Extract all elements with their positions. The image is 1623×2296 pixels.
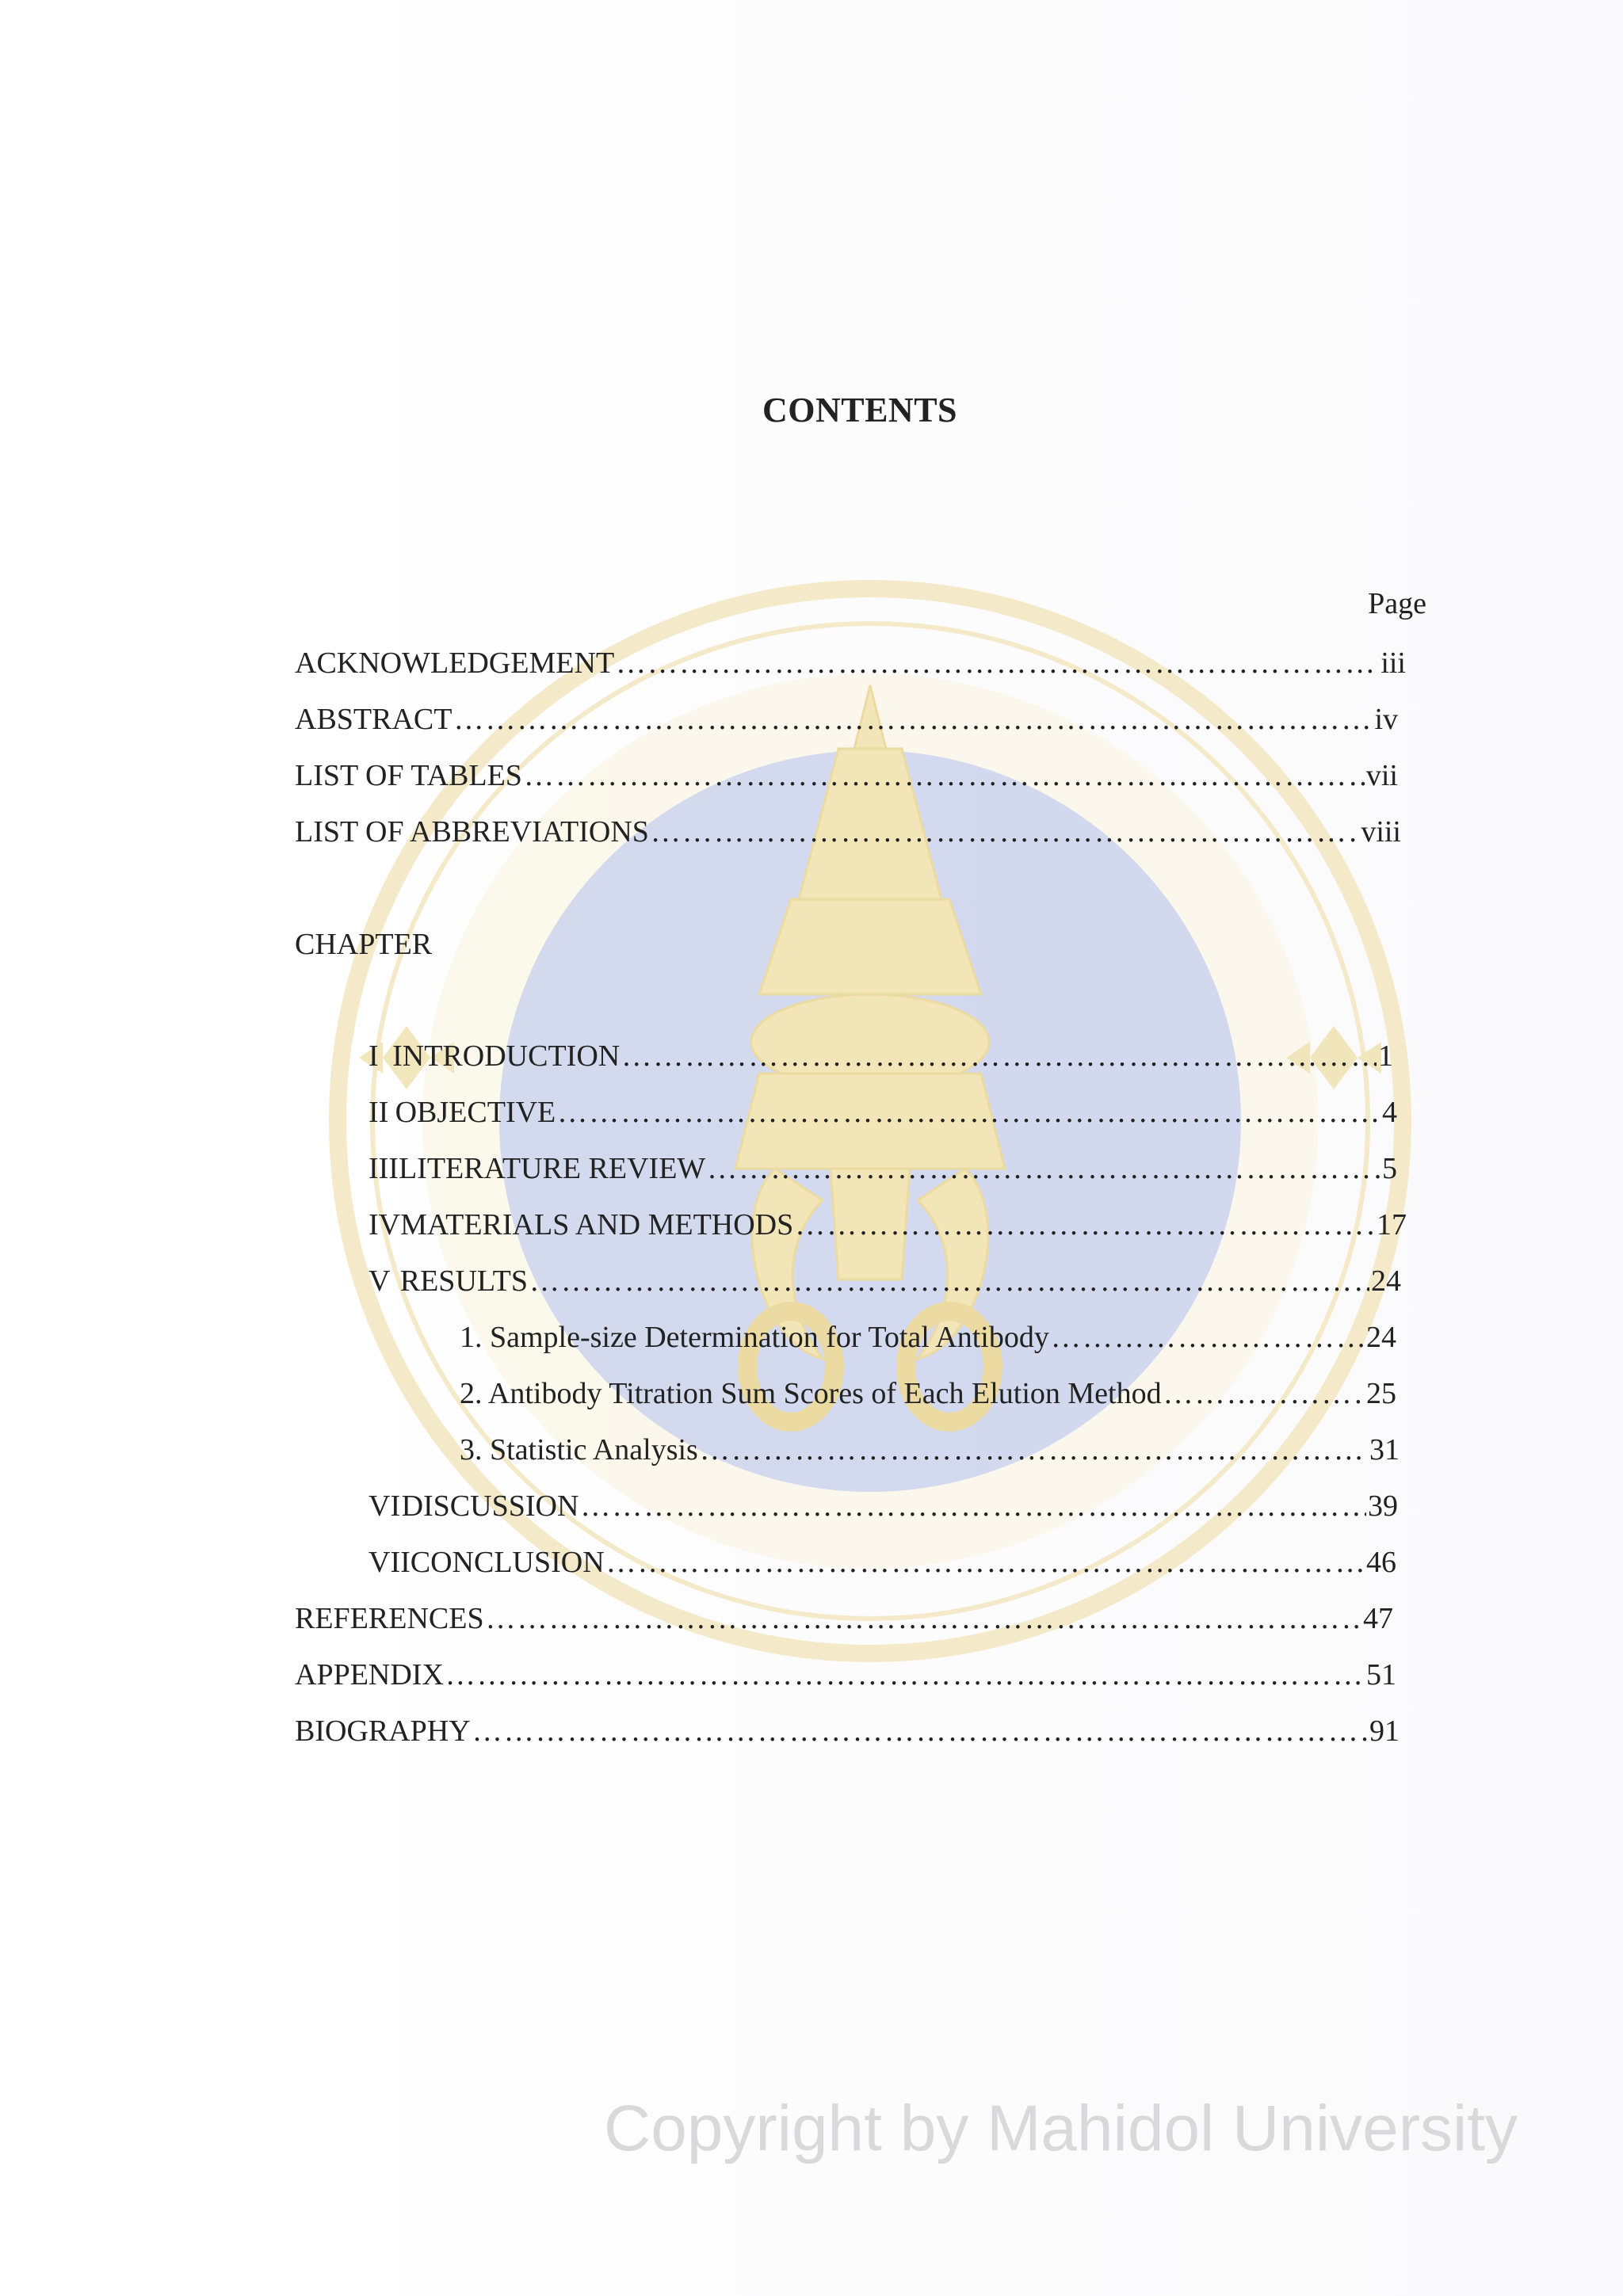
- toc-entry-page: 1: [1378, 1039, 1393, 1073]
- toc-entry-page: 47: [1363, 1602, 1393, 1635]
- toc-subsection-statistic-analysis[interactable]: [460, 1435, 1400, 1465]
- toc-entry-label: ACKNOWLEDGEMENT: [295, 646, 615, 680]
- toc-chapter-objective[interactable]: [369, 1097, 1397, 1127]
- toc-entry-label: APPENDIX: [295, 1658, 444, 1691]
- toc-entry-page: 17: [1377, 1208, 1407, 1241]
- copyright-watermark: Copyright by Mahidol University: [604, 2092, 1518, 2164]
- toc-entry-references[interactable]: [295, 1604, 1393, 1634]
- toc-entry-label: LIST OF ABBREVIATIONS: [295, 815, 649, 849]
- leader-dots: [580, 1491, 1366, 1521]
- leader-dots: [529, 1266, 1369, 1296]
- chapter-numeral: VI: [369, 1489, 401, 1523]
- toc-entry-label: DISCUSSION: [401, 1489, 579, 1523]
- leader-dots: [621, 1041, 1377, 1071]
- chapter-numeral: VII: [369, 1546, 411, 1579]
- leader-dots: [453, 704, 1373, 734]
- toc-entry-label: 2. Antibody Titration Sum Scores of Each Elution Method: [460, 1377, 1162, 1410]
- toc-entry-label: REFERENCES: [295, 1602, 484, 1635]
- toc-entry-biography[interactable]: [295, 1716, 1400, 1746]
- chapter-numeral: V: [369, 1264, 391, 1298]
- chapter-heading: CHAPTER: [295, 928, 433, 961]
- toc-entry-label: LIST OF TABLES: [295, 759, 522, 792]
- toc-chapter-literature-review[interactable]: [369, 1154, 1397, 1184]
- leader-dots: [616, 648, 1379, 678]
- toc-entry-page: 91: [1369, 1714, 1400, 1748]
- toc-chapter-conclusion[interactable]: [369, 1547, 1396, 1577]
- leader-dots: [606, 1547, 1365, 1577]
- toc-entry-page: 39: [1368, 1489, 1398, 1523]
- leader-dots: [795, 1210, 1375, 1240]
- leader-dots: [557, 1097, 1381, 1127]
- toc-entry-list-of-tables[interactable]: [295, 761, 1398, 791]
- chapter-numeral: III: [369, 1152, 399, 1185]
- leader-dots: [524, 761, 1365, 791]
- toc-entry-label: 1. Sample-size Determination for Total Antibody: [460, 1321, 1049, 1354]
- toc-entry-label: ABSTRACT: [295, 703, 453, 736]
- toc-entry-page: iii: [1381, 646, 1406, 680]
- toc-entry-page: 46: [1366, 1546, 1396, 1579]
- toc-chapter-introduction[interactable]: [369, 1041, 1393, 1071]
- toc-entry-page: 5: [1382, 1152, 1397, 1185]
- toc-entry-page: 24: [1371, 1264, 1401, 1298]
- toc-subsection-sample-size[interactable]: [460, 1322, 1396, 1352]
- toc-entry-label: LITERATURE REVIEW: [398, 1152, 706, 1185]
- toc-entry-label: RESULTS: [399, 1264, 528, 1298]
- toc-entry-label: INTRODUCTION: [392, 1039, 621, 1073]
- toc-entry-page: 51: [1366, 1658, 1396, 1691]
- toc-chapter-materials-and-methods[interactable]: [369, 1210, 1407, 1240]
- toc-entry-page: vii: [1365, 759, 1398, 792]
- chapter-numeral: II: [369, 1096, 389, 1129]
- toc-entry-page: 25: [1366, 1377, 1396, 1410]
- leader-dots: [1051, 1322, 1365, 1352]
- toc-subsection-antibody-titration[interactable]: [460, 1379, 1396, 1409]
- toc-entry-page: viii: [1361, 815, 1401, 849]
- leader-dots: [700, 1435, 1368, 1465]
- toc-entry-label: MATERIALS AND METHODS: [400, 1208, 794, 1241]
- toc-entry-acknowledgement[interactable]: [295, 648, 1406, 678]
- toc-chapter-discussion[interactable]: [369, 1491, 1398, 1521]
- toc-entry-label: OBJECTIVE: [395, 1096, 556, 1129]
- page-column-label: Page: [1368, 587, 1426, 620]
- leader-dots: [651, 817, 1359, 847]
- toc-entry-appendix[interactable]: [295, 1660, 1396, 1690]
- toc-entry-list-of-abbreviations[interactable]: [295, 817, 1401, 847]
- leader-dots: [445, 1660, 1365, 1690]
- page-title: CONTENTS: [762, 391, 958, 429]
- leader-dots: [707, 1154, 1381, 1184]
- chapter-numeral: IV: [369, 1208, 401, 1241]
- toc-entry-page: iv: [1374, 703, 1398, 736]
- toc-entry-label: BIOGRAPHY: [295, 1714, 471, 1748]
- leader-dots: [472, 1716, 1368, 1746]
- leader-dots: [1163, 1379, 1365, 1409]
- toc-entry-label: CONCLUSION: [410, 1546, 605, 1579]
- leader-dots: [486, 1604, 1361, 1634]
- toc-entry-label: 3. Statistic Analysis: [460, 1433, 698, 1466]
- toc-entry-page: 24: [1366, 1321, 1396, 1354]
- toc-entry-abstract[interactable]: [295, 704, 1398, 734]
- toc-entry-page: 31: [1369, 1433, 1400, 1466]
- toc-entry-page: 4: [1382, 1096, 1397, 1129]
- toc-chapter-results[interactable]: [369, 1266, 1401, 1296]
- chapter-numeral: I: [369, 1039, 379, 1073]
